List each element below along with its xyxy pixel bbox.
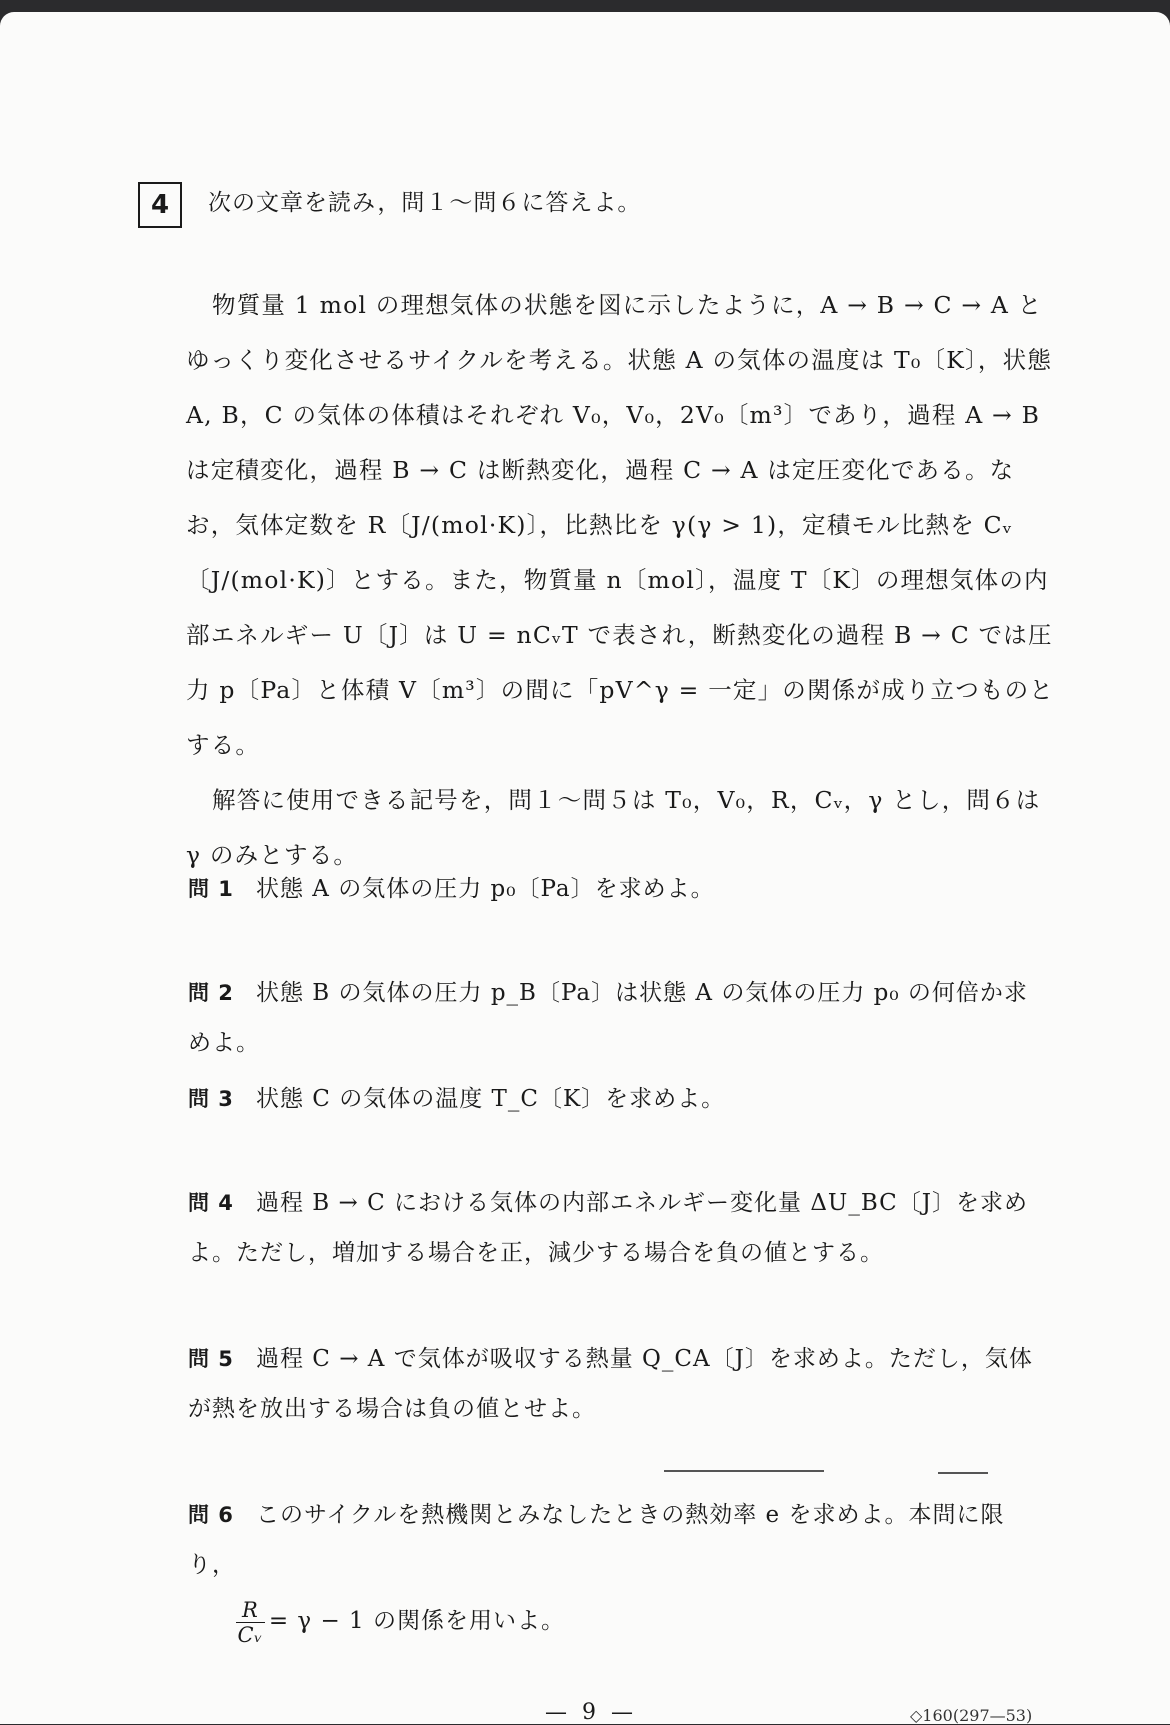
question-text: 状態 C の気体の温度 T_C〔K〕を求めよ。 [256,1086,726,1112]
question-5 [188,1334,1048,1434]
question-2 [188,968,1048,1068]
question-label: 問 6 [188,1503,234,1527]
problem-paragraph-2: 解答に使用できる記号を，問１～問５は T₀，V₀，R，Cᵥ，γ とし，問６は γ のみとする。 [186,786,1041,869]
question-4 [188,1178,1048,1278]
question-text: 状態 B の気体の圧力 p_B〔Pa〕は状態 A の気体の圧力 p₀ の何倍か求めよ。 [188,980,1028,1056]
scan-artifact-line [664,1470,824,1472]
page-number: — 9 — [545,1700,637,1725]
problem-instruction: 次の文章を読み，問１～問６に答えよ。 [208,190,642,216]
question-3 [188,1074,1048,1124]
fraction-denominator: Cᵥ [237,1622,264,1647]
window-top-bar [0,0,1170,12]
question-text: 過程 C → A で気体が吸収する熱量 Q_CA〔J〕を求めよ。ただし，気体が熱を放出する場合は負の値とせよ。 [188,1346,1033,1422]
question-label: 問 2 [188,981,234,1005]
problem-paragraph-1: 物質量 1 mol の理想気体の状態を図に示したように，A → B → C → A とゆっくり変化させるサイクルを考える。状態 A の気体の温度は T₀〔K〕，状態 A, B，C の気体の体積はそれぞれ V₀，V₀，2V₀〔m³〕であり，過程 A → B は定積変化，過程 B → C は断熱変化，過程 C → A は定圧変化である。なお，気体定数を R〔J/(mol·K)〕，比熱比を γ(γ > 1)，定積モル比熱を Cᵥ〔J/(mol·K)〕とする。また，物質量 n〔mol〕，温度 T〔K〕の理想気体の内部エネルギー U〔J〕は U = nCᵥT で表され，断熱変化の過程 B → C では圧力 p〔Pa〕と体積 V〔m³〕の間に「pV^γ = 一定」の関係が成り立つものとする。 [186,291,1055,759]
scan-artifact-line [938,1472,988,1474]
problem-number-box: 4 [138,182,182,228]
exam-code: ◇160(297—53) [910,1706,1033,1725]
question-text: このサイクルを熱機関とみなしたときの熱効率 e を求めよ。本問に限り， [188,1502,1005,1578]
question-text: 過程 B → C における気体の内部エネルギー変化量 ΔU_BC〔J〕を求めよ。ただし，増加する場合を正，減少する場合を負の値とする。 [188,1190,1028,1266]
question-1 [188,864,1048,914]
question-text: 状態 A の気体の圧力 p₀〔Pa〕を求めよ。 [256,876,715,902]
question-label: 問 3 [188,1087,234,1111]
question-label: 問 1 [188,877,234,901]
question-label: 問 5 [188,1347,234,1371]
fraction-numerator: R [236,1598,265,1623]
problem-statement [186,278,1056,883]
question-label: 問 4 [188,1191,234,1215]
question-tail-text: = γ − 1 の関係を用いよ。 [268,1608,565,1634]
fraction-r-over-cv [236,1598,265,1647]
question-6 [188,1490,1048,1647]
